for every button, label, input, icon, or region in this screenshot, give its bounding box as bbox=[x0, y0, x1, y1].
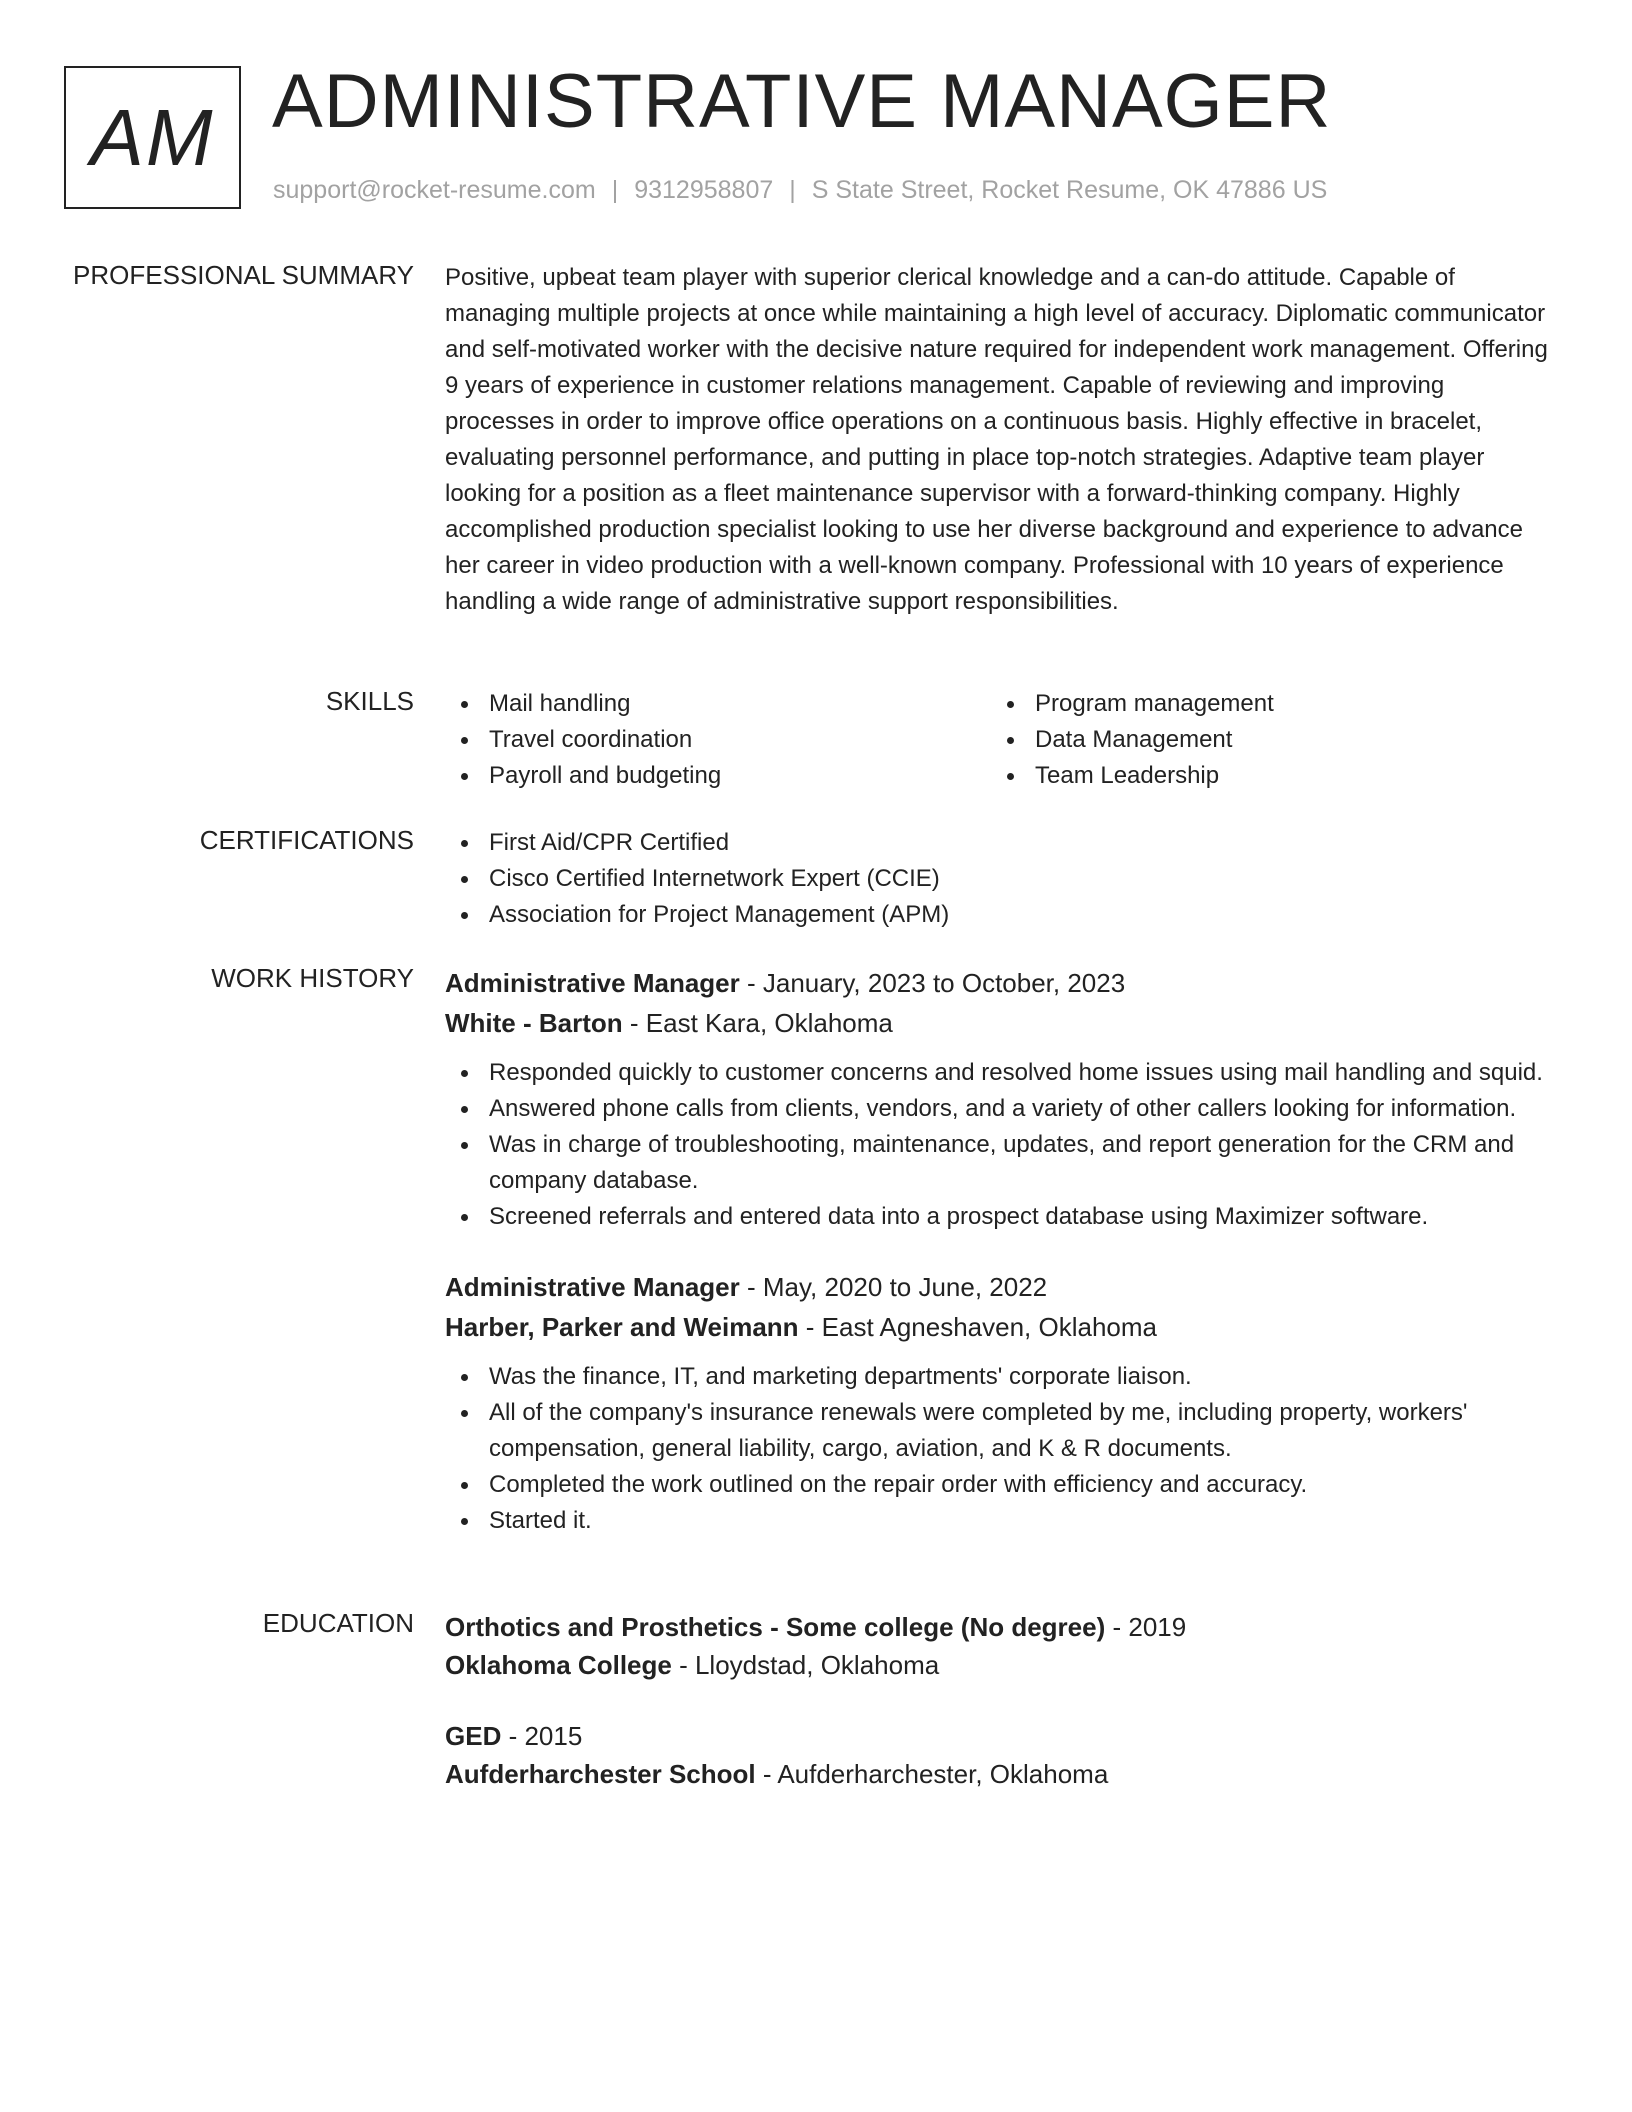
certification-item: Association for Project Management (APM) bbox=[445, 897, 1560, 933]
section-heading: EDUCATION bbox=[262, 1608, 414, 1638]
job-company: Harber, Parker and Weimann bbox=[445, 1312, 799, 1342]
job-duty: Screened referrals and entered data into a prospect database using Maximizer software. bbox=[445, 1199, 1560, 1235]
job-duty: Answered phone calls from clients, vendors, and a variety of other callers looking for information. bbox=[445, 1091, 1560, 1127]
job-company-line bbox=[445, 1307, 1560, 1347]
job-duty: Started it. bbox=[445, 1503, 1560, 1539]
job-company-line bbox=[445, 1003, 1560, 1043]
school-location: - Aufderharchester, Oklahoma bbox=[762, 1759, 1109, 1789]
skills-list bbox=[991, 686, 1537, 794]
phone-number[interactable]: 9312958807 bbox=[634, 176, 774, 204]
skill-item: Team Leadership bbox=[991, 758, 1537, 794]
contact-separator: | bbox=[789, 176, 796, 204]
contact-line bbox=[273, 176, 1327, 205]
skills-columns bbox=[445, 686, 1560, 794]
summary-text: Positive, upbeat team player with superior clerical knowledge and a can-do attitude. Capable of managing multiple projects at once while maintaining a high level of accuracy. Diplomatic communicator and self-motivated worker with the decisive nature required for independent work management. Offering 9 years of experience in customer relations management. Capable of reviewing and improving processes in order to improve office operations on a continuous basis. Highly effective in bracelet, evaluating personnel performance, and putting in place top-notch strategies. Adaptive team player looking for a position as a fleet maintenance supervisor with a forward-thinking company. Highly accomplished production specialist looking to use her diverse background and experience to advance her career in video production with a well-known company. Professional with 10 years of experience handling a wide range of administrative support responsibilities. bbox=[445, 264, 1548, 615]
education-entry bbox=[445, 1717, 1560, 1793]
skill-item: Travel coordination bbox=[445, 722, 991, 758]
initials-monogram bbox=[64, 66, 241, 209]
address: S State Street, Rocket Resume, OK 47886 US bbox=[811, 176, 1328, 204]
skill-item: Payroll and budgeting bbox=[445, 758, 991, 794]
skill-item: Program management bbox=[991, 686, 1537, 722]
job-dates: - January, 2023 to October, 2023 bbox=[746, 968, 1126, 998]
certifications-list bbox=[445, 825, 1560, 933]
contact-separator: | bbox=[611, 176, 619, 204]
degree-line bbox=[445, 1717, 1560, 1755]
job-location: - East Kara, Oklahoma bbox=[629, 1008, 893, 1038]
skill-item: Data Management bbox=[991, 722, 1537, 758]
school-line bbox=[445, 1755, 1560, 1793]
graduation-year: - 2019 bbox=[1112, 1612, 1187, 1642]
job-duty: Was the finance, IT, and marketing departments' corporate liaison. bbox=[445, 1359, 1560, 1395]
job-entry bbox=[445, 1267, 1560, 1539]
job-title-line bbox=[445, 1267, 1560, 1307]
work-history-body bbox=[445, 963, 1560, 1539]
education-entry bbox=[445, 1608, 1560, 1684]
job-duties-list bbox=[445, 1359, 1560, 1539]
graduation-year: - 2015 bbox=[508, 1721, 583, 1751]
email-link[interactable]: support@rocket-resume.com bbox=[273, 176, 596, 204]
job-duty: Was in charge of troubleshooting, maintenance, updates, and report generation for the CRM and company database. bbox=[445, 1127, 1560, 1199]
job-title-line bbox=[445, 963, 1560, 1003]
school-location: - Lloydstad, Oklahoma bbox=[679, 1650, 940, 1680]
job-title: Administrative Manager bbox=[445, 968, 740, 998]
section-heading: CERTIFICATIONS bbox=[199, 825, 414, 855]
job-location: - East Agneshaven, Oklahoma bbox=[805, 1312, 1157, 1342]
job-dates: - May, 2020 to June, 2022 bbox=[746, 1272, 1048, 1302]
certification-item: Cisco Certified Internetwork Expert (CCIE) bbox=[445, 861, 1560, 897]
job-entry bbox=[445, 963, 1560, 1235]
skill-item: Mail handling bbox=[445, 686, 991, 722]
school-name: Oklahoma College bbox=[445, 1650, 672, 1680]
degree: GED bbox=[445, 1721, 502, 1751]
resume-title: ADMINISTRATIVE MANAGER bbox=[272, 59, 1332, 144]
job-title: Administrative Manager bbox=[445, 1272, 740, 1302]
degree: Orthotics and Prosthetics - Some college (No degree) bbox=[445, 1612, 1106, 1642]
job-duty: Completed the work outlined on the repair order with efficiency and accuracy. bbox=[445, 1467, 1560, 1503]
education-body bbox=[445, 1608, 1560, 1793]
school-line bbox=[445, 1646, 1560, 1684]
initials-text: AM bbox=[90, 92, 215, 182]
job-duty: Responded quickly to customer concerns and resolved home issues using mail handling and squid. bbox=[445, 1055, 1560, 1091]
job-company: White - Barton bbox=[445, 1008, 623, 1038]
certification-item: First Aid/CPR Certified bbox=[445, 825, 1560, 861]
degree-line bbox=[445, 1608, 1560, 1646]
section-heading: SKILLS bbox=[325, 686, 414, 716]
section-heading: WORK HISTORY bbox=[211, 963, 414, 993]
school-name: Aufderharchester School bbox=[445, 1759, 756, 1789]
section-heading: PROFESSIONAL SUMMARY bbox=[73, 260, 414, 290]
job-duties-list bbox=[445, 1055, 1560, 1235]
job-duty: All of the company's insurance renewals were completed by me, including property, workers' compensation, general liability, cargo, aviation, and K & R documents. bbox=[445, 1395, 1560, 1467]
skills-list bbox=[445, 686, 991, 794]
